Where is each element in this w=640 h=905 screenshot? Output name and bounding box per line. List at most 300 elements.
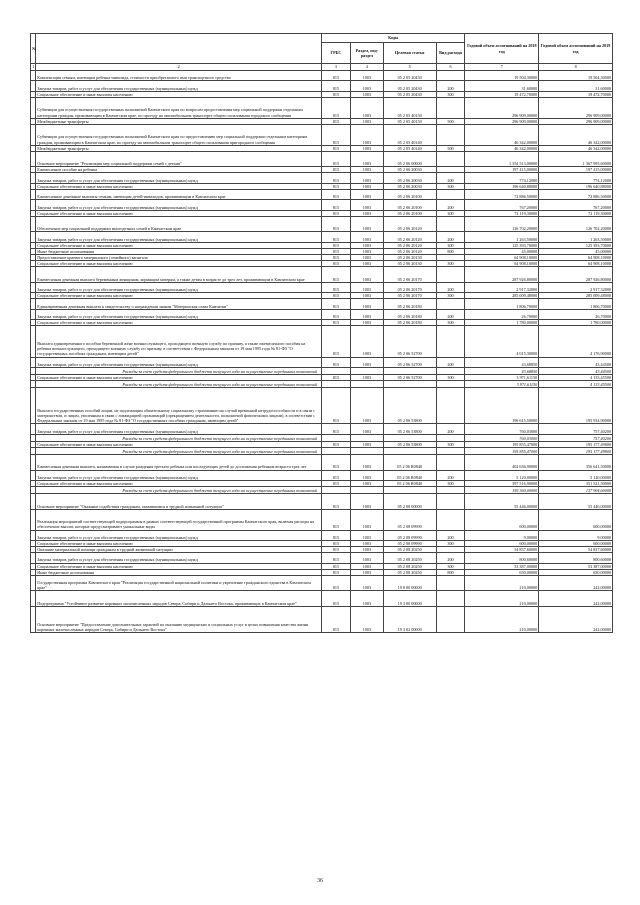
row-name: Закупка товаров, работ и услуг для обеспечения государственных (муниципальных) нужд xyxy=(36,282,322,292)
row-expense-type: 300 xyxy=(436,374,465,380)
row-section: 1003 xyxy=(350,591,383,607)
row-section: 1003 xyxy=(350,200,383,210)
note-empty xyxy=(350,448,383,455)
header-vol-2019: Годовой объем ассигнований на 2019 год xyxy=(539,34,613,64)
row-name: Закупка товаров, работ и услуг для обеспечения государственных (муниципальных) нужд xyxy=(36,173,322,183)
col-num-7: 7 xyxy=(465,64,539,71)
row-grbs: 815 xyxy=(321,441,350,447)
note-empty xyxy=(436,487,465,494)
row-target: 05 2 06 53800 xyxy=(383,388,436,424)
note-amount-2018: 760,03000 xyxy=(465,434,539,441)
row-name: Закупка товаров, работ и услуг для обеспечения государственных (муниципальных) нужд xyxy=(36,200,322,210)
note-empty xyxy=(350,434,383,441)
row-section: 1003 xyxy=(350,494,383,510)
row-grbs: 815 xyxy=(321,189,350,199)
row-amount-2019: 19 472,70000 xyxy=(539,91,613,97)
table-row xyxy=(31,124,613,145)
table-row xyxy=(31,216,613,232)
row-target: 05 2 06 53800 xyxy=(383,441,436,447)
row-target: 05 2 06 20100 xyxy=(383,189,436,199)
row-expense-type: 300 xyxy=(436,441,465,447)
table-body xyxy=(31,71,613,633)
row-grbs: 815 xyxy=(321,424,350,434)
row-section: 1003 xyxy=(350,480,383,486)
row-target: 05 2 06 20100 xyxy=(383,200,436,210)
row-amount-2019: 650,00000 xyxy=(539,569,613,575)
row-section: 1003 xyxy=(350,97,383,118)
row-target: 05 2 06 20030 xyxy=(383,167,436,173)
row-amount-2019: 5 120,00000 xyxy=(539,470,613,480)
note-empty xyxy=(436,448,465,455)
row-target: 05 2 08 20250 xyxy=(383,547,436,553)
row-section: 1003 xyxy=(350,540,383,546)
row-amount-2018: 210,00000 xyxy=(465,606,539,632)
row-target: 05 2 05 20430 xyxy=(383,71,436,81)
row-section: 1003 xyxy=(350,441,383,447)
header-target: Целевая статья xyxy=(383,43,436,64)
row-expense-type: 300 xyxy=(436,293,465,299)
row-amount-2018: 5 120,00000 xyxy=(465,470,539,480)
row-amount-2018: 195 855,47000 xyxy=(465,441,539,447)
note-text: Расходы за счет средств федерального бюджета текущего года на осуществление переданных полномочий xyxy=(36,448,322,455)
row-amount-2019: 296 909,00000 xyxy=(539,97,613,118)
row-amount-2019: 1 367 995,60000 xyxy=(539,151,613,167)
row-section: 1003 xyxy=(350,145,383,151)
row-target: 05 2 06 20170 xyxy=(383,282,436,292)
row-amount-2018: 210,00000 xyxy=(465,591,539,607)
row-section: 1003 xyxy=(350,424,383,434)
header-section: Раздел, под-раздел xyxy=(350,43,383,64)
row-grbs: 815 xyxy=(321,606,350,632)
note-text: Расходы за счет средств федерального бюджета текущего года на осуществление переданных полномочий xyxy=(36,367,322,374)
row-expense-type xyxy=(436,455,465,471)
row-grbs: 815 xyxy=(321,374,350,380)
row-amount-2018: 54 837,60000 xyxy=(465,547,539,553)
row-amount-2018: 64 908,10000 xyxy=(465,255,539,261)
table-row xyxy=(31,309,613,319)
row-section: 1003 xyxy=(350,118,383,124)
row-name: Иные бюджетные ассигнования xyxy=(36,249,322,255)
row-amount-2019: 45,00000 xyxy=(539,249,613,255)
row-name: Ежемесячное пособие на ребенка xyxy=(36,167,322,173)
row-amount-2019: 197 415,00000 xyxy=(539,167,613,173)
row-section: 1003 xyxy=(350,569,383,575)
row-grbs: 815 xyxy=(321,183,350,189)
table-row xyxy=(31,151,613,167)
header-grbs: ГРБС xyxy=(321,43,350,64)
table-row xyxy=(31,299,613,309)
row-target: 05 2 06 20180 xyxy=(383,309,436,319)
row-expense-type xyxy=(436,189,465,199)
row-grbs: 815 xyxy=(321,249,350,255)
row-amount-2018: 287 926,80000 xyxy=(465,267,539,283)
row-grbs: 815 xyxy=(321,151,350,167)
row-amount-2018: 210,00000 xyxy=(465,575,539,591)
row-amount-2019: 43,44500 xyxy=(539,357,613,367)
table-row xyxy=(31,71,613,81)
row-grbs: 815 xyxy=(321,530,350,540)
table-row xyxy=(31,267,613,283)
row-amount-2018: 285 009,48000 xyxy=(465,293,539,299)
row-section: 1003 xyxy=(350,374,383,380)
table-header-row xyxy=(31,34,613,43)
row-amount-2019: 195 177,49800 xyxy=(539,441,613,447)
row-name: Социальное обеспечение и иные выплаты населению xyxy=(36,441,322,447)
note-empty xyxy=(350,487,383,494)
row-grbs: 815 xyxy=(321,200,350,210)
row-amount-2018: 53 387,00000 xyxy=(465,563,539,569)
row-target: 05 2 06 20120 xyxy=(383,216,436,232)
row-name: Оказание материальной помощи гражданам в трудной жизненной ситуации xyxy=(36,547,322,553)
table-note-row xyxy=(31,448,613,455)
row-amount-2018: 9,00000 xyxy=(465,530,539,540)
row-amount-2018: 774,12000 xyxy=(465,173,539,183)
row-section: 1003 xyxy=(350,299,383,309)
row-name: Закупка товаров, работ и услуг для обеспечения государственных (муниципальных) нужд xyxy=(36,530,322,540)
row-name: Ежемесячная денежная выплата беременным женщинам, кормящим матерям, а также детям в возрасте до трех лет, проживающим в Камчатском крае xyxy=(36,267,322,283)
row-target: 05 2 08 00000 xyxy=(383,494,436,510)
table-row xyxy=(31,326,613,357)
row-target: 05 2 05 40130 xyxy=(383,97,436,118)
col-num-2: 2 xyxy=(36,64,322,71)
note-empty xyxy=(383,434,436,441)
row-name: Межбюджетные трансферты xyxy=(36,118,322,124)
col-num-5: 5 xyxy=(383,64,436,71)
col-num-8: 8 xyxy=(539,64,613,71)
row-target: 05 2 06 20030 xyxy=(383,183,436,189)
row-target: 05 2 08 09990 xyxy=(383,540,436,546)
row-name: Социальное обеспечение и иные выплаты населению xyxy=(36,183,322,189)
row-section: 1003 xyxy=(350,470,383,480)
row-amount-2019: 767,20000 xyxy=(539,200,613,210)
row-amount-2019: 242,00000 xyxy=(539,575,613,591)
row-section: 1003 xyxy=(350,606,383,632)
row-target: 19 3 02 00000 xyxy=(383,606,436,632)
row-amount-2019: 31,60000 xyxy=(539,81,613,91)
row-amount-2018: 650,00000 xyxy=(465,569,539,575)
note-amount-2018: 159 360,00000 xyxy=(465,487,539,494)
table-row xyxy=(31,388,613,424)
row-name: Основное мероприятие "Предоставление дополнительных гарантий по оказанию медицинских и социальных услуг в целях повышения качества жизни коренных малочисленных народов Севера, Сибири и Дальнего Востока" xyxy=(36,606,322,632)
row-grbs: 815 xyxy=(321,242,350,248)
row-amount-2019: 356 641,50000 xyxy=(539,455,613,471)
row-section: 1003 xyxy=(350,124,383,145)
row-amount-2019: 757,40200 xyxy=(539,424,613,434)
note-amount-2019: 4 133,45500 xyxy=(539,381,613,388)
row-amount-2018: 800,60000 xyxy=(465,553,539,563)
row-grbs: 815 xyxy=(321,282,350,292)
budget-table xyxy=(30,33,613,633)
row-amount-2018: 296 909,00000 xyxy=(465,97,539,118)
row-target: 05 2 08 20250 xyxy=(383,569,436,575)
row-name: Иные бюджетные ассигнования xyxy=(36,569,322,575)
row-section: 1003 xyxy=(350,216,383,232)
row-expense-type: 200 xyxy=(436,470,465,480)
table-note-row xyxy=(31,434,613,441)
row-expense-type: 300 xyxy=(436,242,465,248)
row-amount-2019: 774,12000 xyxy=(539,173,613,183)
row-name: Межбюджетные трансферты xyxy=(36,145,322,151)
header-codes: Коды xyxy=(321,34,465,43)
row-amount-2018: 1 806,70000 xyxy=(465,299,539,309)
row-target: 05 2 06 20180 xyxy=(383,299,436,309)
row-expense-type: 200 xyxy=(436,200,465,210)
row-target: 05 2 06 20170 xyxy=(383,293,436,299)
row-target: 05 2 06 R0840 xyxy=(383,455,436,471)
row-amount-2019: 2 917,32000 xyxy=(539,282,613,292)
row-grbs: 815 xyxy=(321,320,350,326)
row-section: 1003 xyxy=(350,71,383,81)
row-expense-type: 200 xyxy=(436,232,465,242)
row-target: 05 2 08 09990 xyxy=(383,509,436,530)
row-amount-2018: 296 909,00000 xyxy=(465,118,539,124)
note-empty xyxy=(350,381,383,388)
row-grbs: 815 xyxy=(321,509,350,530)
row-amount-2019: 195 934,90000 xyxy=(539,388,613,424)
row-section: 1003 xyxy=(350,261,383,267)
row-expense-type xyxy=(436,494,465,510)
row-target: 05 2 05 40140 xyxy=(383,145,436,151)
note-empty xyxy=(383,381,436,388)
row-target: 05 2 06 R0840 xyxy=(383,470,436,480)
header-expense-type: Вид расхода xyxy=(436,43,465,64)
row-grbs: 815 xyxy=(321,357,350,367)
row-name: Субвенции для осуществления государственных полномочий Камчатского края по предоставлению мер социальной поддержки отдельным категориям граждан, проживающим в Камчатском крае, по проезду на автомобильном транспорте общего пользования пригородного сообщения xyxy=(36,124,322,145)
table-row xyxy=(31,591,613,607)
row-target: 05 2 05 40140 xyxy=(383,124,436,145)
row-name: Основное мероприятие "Оказание содействия гражданам, оказавшимся в трудной жизненной ситуации" xyxy=(36,494,322,510)
row-amount-2018: 72 119,30000 xyxy=(465,210,539,216)
row-amount-2019: 196 640,88000 xyxy=(539,183,613,189)
row-grbs: 815 xyxy=(321,145,350,151)
note-amount-2018: 43,68850 xyxy=(465,367,539,374)
row-name: Социальное обеспечение и иные выплаты населению xyxy=(36,261,322,267)
row-amount-2019: 285 009,48000 xyxy=(539,293,613,299)
row-target: 05 2 06 52700 xyxy=(383,326,436,357)
row-grbs: 815 xyxy=(321,124,350,145)
row-amount-2018: 64 908,10000 xyxy=(465,261,539,267)
table-row xyxy=(31,81,613,91)
row-grbs: 815 xyxy=(321,97,350,118)
row-amount-2019: 600,00000 xyxy=(539,540,613,546)
row-name: Закупка товаров, работ и услуг для обеспечения государственных (муниципальных) нужд xyxy=(36,470,322,480)
note-empty xyxy=(436,381,465,388)
row-expense-type xyxy=(436,151,465,167)
row-expense-type: 800 xyxy=(436,249,465,255)
row-section: 1003 xyxy=(350,547,383,553)
note-empty xyxy=(321,381,350,388)
row-amount-2018: 46 342,00000 xyxy=(465,124,539,145)
row-section: 1003 xyxy=(350,173,383,183)
row-grbs: 815 xyxy=(321,575,350,591)
row-expense-type: 500 xyxy=(436,118,465,124)
row-grbs: 815 xyxy=(321,232,350,242)
row-target: 05 2 06 20120 xyxy=(383,232,436,242)
row-amount-2019: 46 342,00000 xyxy=(539,124,613,145)
row-name: Закупка товаров, работ и услуг для обеспечения государственных (муниципальных) нужд xyxy=(36,81,322,91)
row-expense-type: 200 xyxy=(436,282,465,292)
row-section: 1003 xyxy=(350,249,383,255)
note-empty xyxy=(383,367,436,374)
row-amount-2019: 4 176,90000 xyxy=(539,326,613,357)
row-amount-2018: 46 342,00000 xyxy=(465,145,539,151)
row-expense-type: 200 xyxy=(436,173,465,183)
row-grbs: 815 xyxy=(321,494,350,510)
row-grbs: 815 xyxy=(321,591,350,607)
row-section: 1003 xyxy=(350,183,383,189)
col-num-1: 1 xyxy=(32,64,35,70)
row-amount-2019: 126 702,20000 xyxy=(539,216,613,232)
row-amount-2018: 19 472,70000 xyxy=(465,91,539,97)
row-name: Закупка товаров, работ и услуг для обеспечения государственных (муниципальных) нужд xyxy=(36,424,322,434)
note-empty xyxy=(383,487,436,494)
row-target: 05 2 06 20130 xyxy=(383,255,436,261)
row-amount-2019: 600,00000 xyxy=(539,509,613,530)
row-section: 1003 xyxy=(350,210,383,216)
header-num: № xyxy=(31,34,36,64)
note-amount-2019: 43,44500 xyxy=(539,367,613,374)
page-number: 36 xyxy=(317,878,323,884)
row-amount-2019: 242,00000 xyxy=(539,606,613,632)
row-section: 1003 xyxy=(350,509,383,530)
row-target: 05 2 06 20030 xyxy=(383,173,436,183)
row-name: Государственная программа Камчатского края "Реализация государственной национальной политики и укрепление гражданского единства в Камчатском крае" xyxy=(36,575,322,591)
row-amount-2018: 197 415,00000 xyxy=(465,167,539,173)
row-target: 05 2 08 20250 xyxy=(383,563,436,569)
row-amount-2019: 296 909,00000 xyxy=(539,118,613,124)
note-empty xyxy=(321,434,350,441)
row-name: Социальное обеспечение и иные выплаты населению xyxy=(36,480,322,486)
table-row xyxy=(31,553,613,563)
note-text: Расходы за счет средств федерального бюджета текущего года на осуществление переданных полномочий xyxy=(36,487,322,494)
row-name: Обеспечение мер социальной поддержки многодетных семей в Камчатском крае xyxy=(36,216,322,232)
table-row xyxy=(31,530,613,540)
row-target: 05 2 06 20120 xyxy=(383,249,436,255)
table-row xyxy=(31,189,613,199)
row-amount-2018: 55 446,00000 xyxy=(465,494,539,510)
row-amount-2018: 126 702,20000 xyxy=(465,216,539,232)
row-target: 05 2 05 20430 xyxy=(383,91,436,97)
row-amount-2018: 767,20000 xyxy=(465,200,539,210)
row-target: 05 2 06 20130 xyxy=(383,261,436,267)
row-amount-2019: 800,60000 xyxy=(539,553,613,563)
row-amount-2018: 26,70000 xyxy=(465,309,539,319)
row-name: Закупка товаров, работ и услуг для обеспечения государственных (муниципальных) нужд xyxy=(36,309,322,319)
note-text: Расходы за счет средств федерального бюджета текущего года на осуществление переданных полномочий xyxy=(36,434,322,441)
row-expense-type: 200 xyxy=(436,309,465,319)
row-amount-2019: 46 342,00000 xyxy=(539,145,613,151)
note-empty xyxy=(321,448,350,455)
row-expense-type: 300 xyxy=(436,320,465,326)
row-expense-type xyxy=(436,326,465,357)
row-amount-2018: 19 504,30000 xyxy=(465,71,539,81)
note-amount-2019: 757,40200 xyxy=(539,434,613,441)
row-target: 05 2 06 53800 xyxy=(383,424,436,434)
row-target: 05 2 08 20250 xyxy=(383,553,436,563)
row-target: 05 2 05 40130 xyxy=(383,118,436,124)
row-expense-type: 200 xyxy=(436,81,465,91)
row-amount-2019: 19 504,30000 xyxy=(539,71,613,81)
note-empty xyxy=(350,367,383,374)
row-section: 1003 xyxy=(350,320,383,326)
row-grbs: 815 xyxy=(321,216,350,232)
row-expense-type: 200 xyxy=(436,530,465,540)
row-amount-2018: 3 971,61150 xyxy=(465,374,539,380)
row-target: 05 2 06 20100 xyxy=(383,210,436,216)
row-amount-2019: 242,00000 xyxy=(539,591,613,607)
row-amount-2018: 1 354 513,00000 xyxy=(465,151,539,167)
row-amount-2019: 72 119,30000 xyxy=(539,210,613,216)
row-expense-type: 200 xyxy=(436,553,465,563)
row-amount-2018: 196 640,88000 xyxy=(465,183,539,189)
row-target: 05 2 08 09990 xyxy=(383,530,436,540)
row-section: 1003 xyxy=(350,563,383,569)
row-expense-type: 300 xyxy=(436,540,465,546)
row-target: 05 2 06 20180 xyxy=(383,320,436,326)
row-grbs: 815 xyxy=(321,547,350,553)
row-grbs: 815 xyxy=(321,455,350,471)
row-section: 1003 xyxy=(350,309,383,319)
row-section: 1003 xyxy=(350,388,383,424)
row-expense-type: 300 xyxy=(436,183,465,189)
table-row xyxy=(31,357,613,367)
row-grbs: 815 xyxy=(321,118,350,124)
row-expense-type: 800 xyxy=(436,569,465,575)
header-vol-2018: Годовой объем ассигнований на 2018 год xyxy=(465,34,539,64)
row-grbs: 815 xyxy=(321,326,350,357)
row-section: 1003 xyxy=(350,293,383,299)
row-amount-2019: 351 521,50000 xyxy=(539,480,613,486)
row-grbs: 815 xyxy=(321,540,350,546)
row-amount-2019: 287 926,80000 xyxy=(539,267,613,283)
row-expense-type: 300 xyxy=(436,91,465,97)
note-text: Расходы за счет средств федерального бюджета текущего года на осуществление переданных полномочий xyxy=(36,381,322,388)
row-target: 05 2 06 00000 xyxy=(383,151,436,167)
header-name xyxy=(36,34,322,64)
row-name: Единовременная денежная выплата к свидетельству о награждении знаком "Материнская слава Камчатки" xyxy=(36,299,322,309)
row-name: Социальное обеспечение и иные выплаты населению xyxy=(36,242,322,248)
row-grbs: 815 xyxy=(321,167,350,173)
row-amount-2019: 55 446,00000 xyxy=(539,494,613,510)
row-expense-type xyxy=(436,216,465,232)
row-target: 19 0 00 00000 xyxy=(383,575,436,591)
row-name: Основное мероприятие "Реализация мер социальной поддержки семей с детьми" xyxy=(36,151,322,167)
row-target: 05 2 06 20120 xyxy=(383,242,436,248)
row-expense-type xyxy=(436,124,465,145)
table-row xyxy=(31,173,613,183)
table-row xyxy=(31,200,613,210)
row-amount-2019: 125 393,70000 xyxy=(539,242,613,248)
row-section: 1003 xyxy=(350,151,383,167)
row-section: 1003 xyxy=(350,167,383,173)
note-empty xyxy=(321,367,350,374)
note-empty xyxy=(436,367,465,374)
row-amount-2018: 196 615,50000 xyxy=(465,388,539,424)
row-amount-2018: 4 015,30000 xyxy=(465,326,539,357)
row-target: 05 2 06 20170 xyxy=(383,267,436,283)
row-grbs: 815 xyxy=(321,71,350,81)
row-expense-type: 200 xyxy=(436,357,465,367)
table-row xyxy=(31,470,613,480)
column-number-row xyxy=(31,64,613,71)
row-amount-2019: 26,70000 xyxy=(539,309,613,319)
row-name: Социальное обеспечение и иные выплаты населению xyxy=(36,563,322,569)
row-name: Закупка товаров, работ и услуг для обеспечения государственных (муниципальных) нужд xyxy=(36,232,322,242)
table-note-row xyxy=(31,381,613,388)
table-row xyxy=(31,455,613,471)
row-expense-type xyxy=(436,71,465,81)
row-section: 1003 xyxy=(350,575,383,591)
